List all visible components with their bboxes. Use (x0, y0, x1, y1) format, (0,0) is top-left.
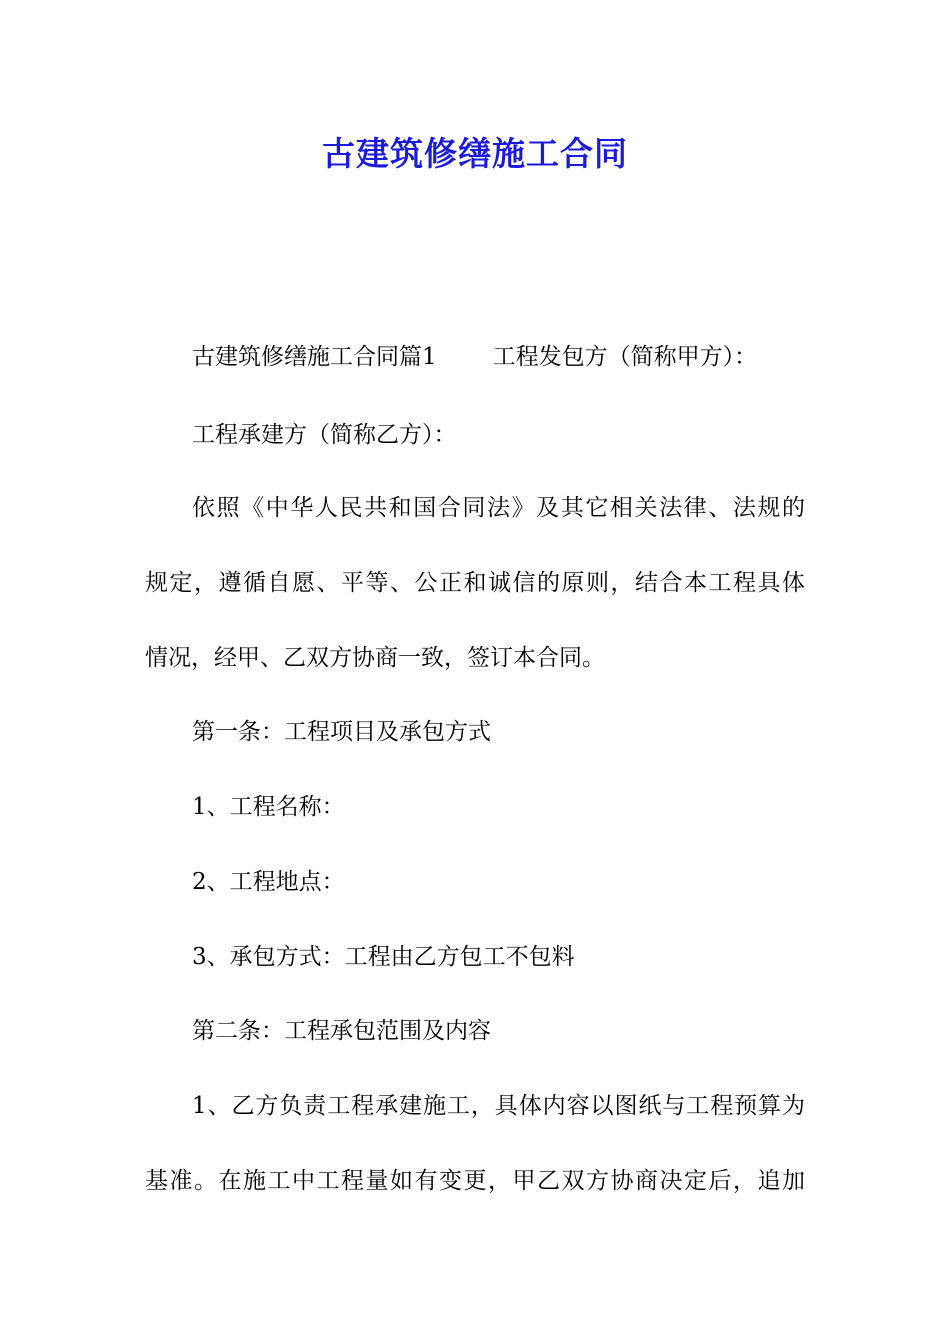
list-item: 2、工程地点： (192, 869, 345, 895)
party-a-label: 工程发包方（简称甲方）： (492, 344, 758, 370)
list-item: 1、工程名称： (192, 794, 345, 820)
list-item: 3、承包方式：工程由乙方包工不包料 (192, 944, 575, 970)
document-title: 古建筑修缮施工合同 (322, 134, 628, 173)
paragraph-line: 规定，遵循自愿、平等、公正和诚信的原则，结合本工程具体 (145, 570, 805, 596)
article-heading: 第一条：工程项目及承包方式 (192, 719, 491, 745)
paragraph-line (192, 342, 757, 372)
article-heading: 第二条：工程承包范围及内容 (192, 1018, 491, 1044)
section-heading: 古建筑修缮施工合同篇1 (192, 344, 437, 370)
paragraph-line: 情况，经甲、乙双方协商一致，签订本合同。 (145, 645, 605, 671)
party-b-label: 工程承建方（简称乙方）： (192, 422, 457, 448)
list-item: 1、乙方负责工程承建施工，具体内容以图纸与工程预算为 (192, 1093, 805, 1119)
paragraph-line: 基准。在施工中工程量如有变更，甲乙双方协商决定后，追加 (145, 1168, 805, 1194)
paragraph-line: 依照《中华人民共和国合同法》及其它相关法律、法规的 (192, 495, 805, 521)
